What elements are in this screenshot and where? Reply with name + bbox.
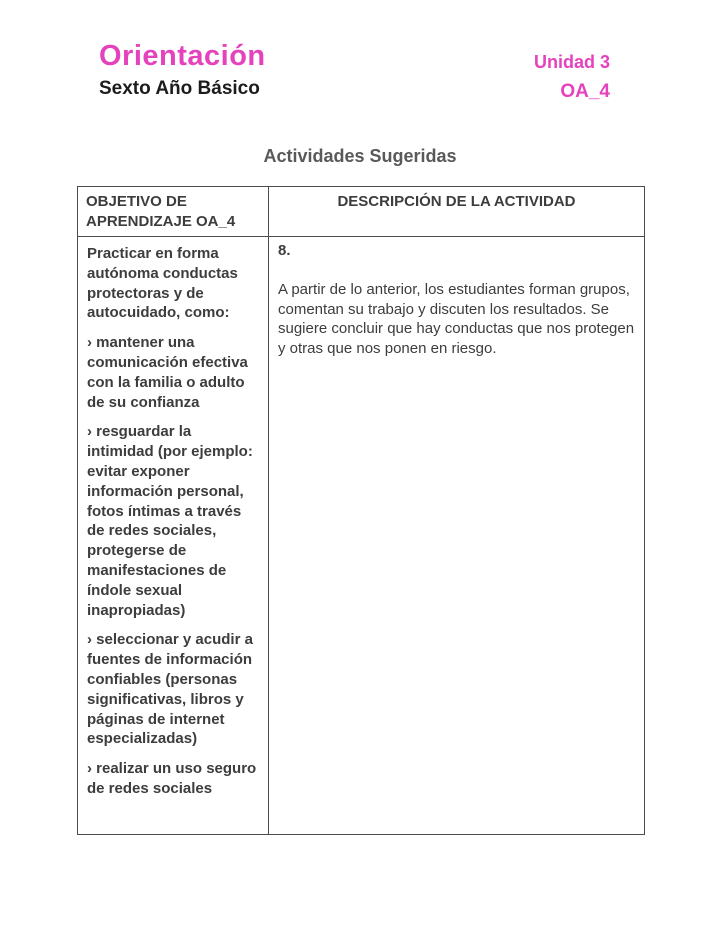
section-title: Actividades Sugeridas — [263, 146, 457, 166]
activity-cell — [269, 237, 645, 835]
subject-title: Orientación — [99, 40, 266, 72]
objective-cell — [78, 237, 269, 835]
unit-label: Unidad 3 — [533, 52, 610, 72]
objective-column-header: OBJETIVO DE APRENDIZAJE OA_4 — [78, 187, 269, 237]
objective-paragraph: Practicar en forma autónoma conductas protectoras y de autocuidado, como: — [87, 245, 238, 322]
activity-number: 8. — [278, 242, 291, 259]
objective-paragraph: › realizar un uso seguro de redes sociales — [87, 760, 257, 797]
grade-subtitle: Sexto Año Básico — [99, 78, 260, 100]
description-column-header: DESCRIPCIÓN DE LA ACTIVIDAD — [269, 187, 645, 237]
table-header-row — [78, 187, 645, 237]
oa-label: OA_4 — [560, 81, 610, 102]
activity-description: A partir de lo anterior, los estudiantes forman grupos, comentan su trabajo y discuten los resultados. Se sugiere concluir que hay conductas que nos protegen y otras que nos ponen en riesgo. — [278, 280, 635, 358]
objective-paragraph: › mantener una comunicación efectiva con la familia o adulto de su confianza — [87, 334, 248, 411]
activities-table — [77, 186, 645, 835]
objective-paragraph: › resguardar la intimidad (por ejemplo: evitar exponer información personal, fotos íntimas a través de redes sociales, protegerse de manifestaciones de índole sexual inapropiadas) — [87, 423, 253, 619]
header-brand — [99, 40, 266, 100]
objective-paragraph: › seleccionar y acudir a fuentes de información confiables (personas significativas, libros y páginas de internet especializadas) — [87, 631, 253, 748]
unit-block — [534, 52, 610, 103]
table-body-row — [78, 237, 645, 835]
